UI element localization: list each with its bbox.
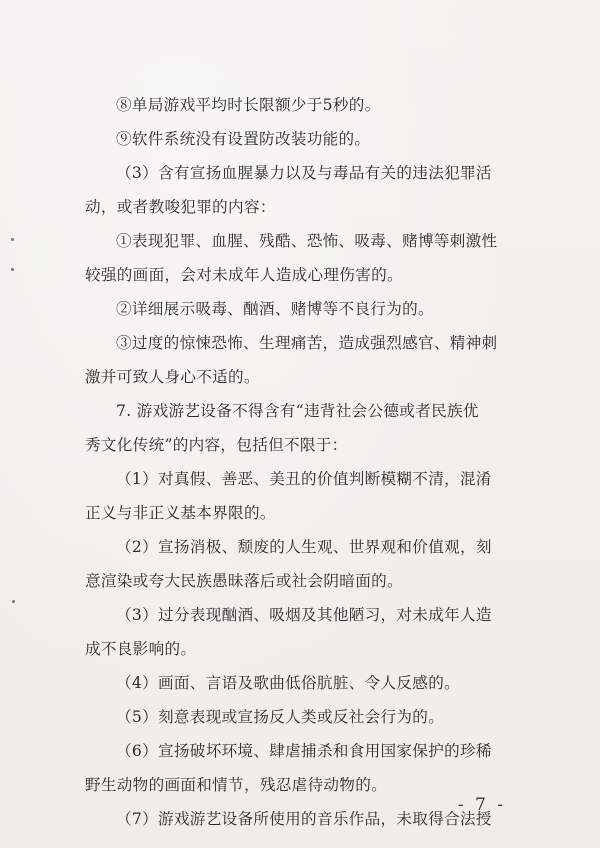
text-line: （7）游戏游艺设备所使用的音乐作品，未取得合法授 [116, 810, 492, 828]
text-line: （6）宣扬破坏环境、肆虐捕杀和食用国家保护的珍稀 [116, 742, 492, 760]
text-line: （3）含有宣扬血腥暴力以及与毒品有关的违法犯罪活 [116, 164, 492, 182]
scan-speck [11, 268, 14, 271]
text-line: （3）过分表现酗酒、吸烟及其他陋习，对未成年人造 [116, 606, 492, 624]
page-number: - 7 - [457, 795, 506, 815]
text-line: ⑨软件系统没有设置防改装功能的。 [116, 130, 371, 148]
text-line: 秀文化传统”的内容，包括但不限于： [85, 436, 348, 454]
text-line: （2）宣扬消极、颓废的人生观、世界观和价值观，刻 [116, 538, 492, 556]
text-line: 较强的画面，会对未成年人造成心理伤害的。 [85, 266, 403, 284]
scan-speck [12, 600, 15, 603]
text-line: （4）画面、言语及歌曲低俗肮脏、令人反感的。 [116, 674, 460, 692]
text-line: ⑧单局游戏平均时长限额少于5秒的。 [116, 96, 381, 114]
scan-speck [11, 238, 14, 241]
text-line: 动，或者教唆犯罪的内容： [85, 198, 276, 216]
document-body [85, 88, 527, 836]
text-line: 正义与非正义基本界限的。 [85, 504, 276, 522]
text-line: ③过度的惊悚恐怖、生理痛苦，造成强烈感官、精神刺 [116, 334, 498, 352]
text-line: ②详细展示吸毒、酗酒、赌博等不良行为的。 [116, 300, 434, 318]
text-line: （5）刻意表现或宣扬反人类或反社会行为的。 [116, 708, 445, 726]
text-line: 意渲染或夸大民族愚昧落后或社会阴暗面的。 [85, 572, 403, 590]
text-line: 野生动物的画面和情节，残忍虐待动物的。 [85, 776, 387, 794]
text-line: 7. 游戏游艺设备不得含有“违背社会公德或者民族优 [116, 402, 479, 420]
text-line: ①表现犯罪、血腥、残酷、恐怖、吸毒、赌博等刺激性 [116, 232, 498, 250]
text-line: （1）对真假、善恶、美丑的价值判断模糊不清，混淆 [116, 470, 492, 488]
text-line: 激并可致人身心不适的。 [85, 368, 260, 386]
text-line: 成不良影响的。 [85, 640, 197, 658]
